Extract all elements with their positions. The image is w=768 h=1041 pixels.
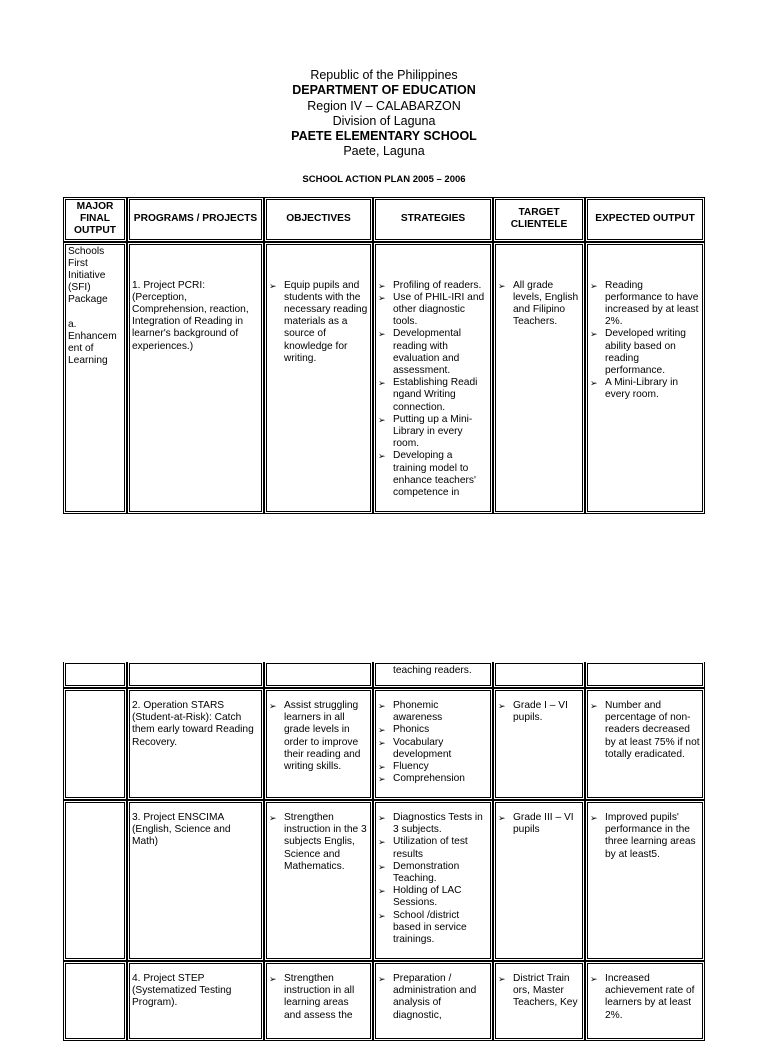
table-row — [63, 242, 705, 514]
col-header-programs: PROGRAMS / PROJECTS — [127, 197, 264, 242]
bullet-list — [590, 280, 700, 402]
list-item: ➢ Developing a training model to enhance teachers' competence in — [378, 450, 488, 499]
action-plan-table-page1 — [63, 197, 705, 514]
bullet-list — [498, 812, 580, 836]
header-school: PAETE ELEMENTARY SCHOOL — [291, 129, 477, 144]
bullet-list — [269, 280, 368, 365]
table-row — [63, 662, 705, 688]
cell-clientele — [493, 688, 585, 800]
table-row — [63, 961, 705, 1041]
list-item: ➢ Developmental reading with evaluation and assessment. — [378, 328, 488, 377]
cell-expected — [585, 688, 705, 800]
list-item: ➢ Reading performance to have increased by at least 2%. — [590, 280, 700, 329]
list-item: ➢ Number and percentage of non-readers decreased by at least 75% if not totally eradicated. — [590, 700, 700, 761]
cell-expected — [585, 800, 705, 961]
list-item: ➢ Profiling of readers. — [378, 280, 488, 292]
header-location: Paete, Laguna — [343, 144, 425, 159]
col-header-clientele: TARGET CLIENTELE — [493, 197, 585, 242]
cell-strategies — [373, 242, 493, 514]
bullet-list — [498, 973, 580, 1010]
cell-objectives — [264, 242, 373, 514]
bullet-list — [498, 280, 580, 329]
list-item: ➢ Improved pupils' performance in the three learning areas by at least5. — [590, 812, 700, 861]
cell-objectives — [264, 688, 373, 800]
cell-clientele — [493, 961, 585, 1041]
bullet-list — [269, 700, 368, 773]
table-row — [63, 688, 705, 800]
list-item: ➢ Diagnostics Tests in 3 subjects. — [378, 812, 488, 836]
header-region: Region IV – CALABARZON — [307, 98, 461, 113]
list-item: ➢ Strengthen instruction in the 3 subjects Englis, Science and Mathematics. — [269, 812, 368, 873]
list-item: ➢ Grade III – VI pupils — [498, 812, 580, 836]
list-item: ➢ Developed writing ability based on reading performance. — [590, 328, 700, 377]
cell-objectives — [264, 800, 373, 961]
bullet-list — [378, 973, 488, 1022]
list-item: ➢ Fluency — [378, 761, 488, 773]
bullet-list — [378, 700, 488, 785]
cell-strategies — [373, 961, 493, 1041]
action-plan-table-page2 — [63, 662, 705, 1041]
list-item: ➢ Phonics — [378, 724, 488, 736]
cell-program — [127, 242, 264, 514]
col-header-output: MAJOR FINAL OUTPUT — [63, 197, 127, 242]
list-item: ➢ A Mini-Library in every room. — [590, 377, 700, 401]
cell-continued: teaching readers. — [373, 662, 493, 688]
bullet-list — [498, 700, 580, 724]
list-item: ➢ Preparation / administration and analysis of diagnostic, — [378, 973, 488, 1022]
cell-strategies — [373, 800, 493, 961]
bullet-list — [269, 812, 368, 873]
cell-strategies — [373, 688, 493, 800]
header-division: Division of Laguna — [332, 113, 436, 128]
cell-clientele — [493, 800, 585, 961]
output-text: Schools First Initiative (SFI) Package — [68, 245, 108, 306]
cell-expected — [585, 242, 705, 514]
header-department: DEPARTMENT OF EDUCATION — [292, 83, 476, 98]
list-item: ➢ Phonemic awareness — [378, 700, 488, 724]
bullet-list — [590, 812, 700, 861]
bullet-list — [269, 973, 368, 1022]
list-item: ➢ Establishing Readi ngand Writing connection. — [378, 377, 488, 414]
list-item: ➢ All grade levels, English and Filipino Teachers. — [498, 280, 580, 329]
list-item: ➢ Putting up a Mini-Library in every room. — [378, 414, 488, 451]
output-text-b: a. Enhancem ent of Learning — [68, 318, 117, 367]
list-item: ➢ Use of PHIL-IRI and other diagnostic tools. — [378, 292, 488, 329]
list-item: ➢ Utilization of test results — [378, 836, 488, 860]
bullet-list — [378, 280, 488, 500]
header-republic: Republic of the Philippines — [310, 68, 458, 82]
cell-output — [63, 242, 127, 514]
cell-objectives — [264, 961, 373, 1041]
list-item: ➢ School /district based in service trainings. — [378, 910, 488, 947]
table-row — [63, 800, 705, 961]
bullet-list — [378, 812, 488, 946]
cell-program: 3. Project ENSCIMA (English, Science and Math) — [127, 800, 264, 961]
col-header-expected: EXPECTED OUTPUT — [585, 197, 705, 242]
list-item: ➢ Assist struggling learners in all grade levels in order to improve their reading and writing skills. — [269, 700, 368, 773]
document-header — [0, 68, 768, 160]
list-item: ➢ Strengthen instruction in all learning areas and assess the — [269, 973, 368, 1022]
bullet-list — [590, 973, 700, 1022]
cell-program: 2. Operation STARS (Student-at-Risk): Catch them early toward Reading Recovery. — [127, 688, 264, 800]
plan-title: SCHOOL ACTION PLAN 2005 – 2006 — [302, 174, 466, 185]
list-item: ➢ Comprehension — [378, 773, 488, 785]
list-item: ➢ Vocabulary development — [378, 737, 488, 761]
cell-expected — [585, 961, 705, 1041]
col-header-objectives: OBJECTIVES — [264, 197, 373, 242]
list-item: ➢ Holding of LAC Sessions. — [378, 885, 488, 909]
list-item: ➢ District Train ors, Master Teachers, Key — [498, 973, 580, 1010]
col-header-strategies: STRATEGIES — [373, 197, 493, 242]
cell-program: 4. Project STEP (Systematized Testing Program). — [127, 961, 264, 1041]
bullet-list — [590, 700, 700, 761]
list-item: ➢ Demonstration Teaching. — [378, 861, 488, 885]
program-text: 1. Project PCRI: (Perception, Comprehension, reaction, Integration of Reading in learner's background of experiences.) — [132, 279, 249, 352]
cell-clientele — [493, 242, 585, 514]
list-item: ➢ Grade I – VI pupils. — [498, 700, 580, 724]
list-item: ➢ Equip pupils and students with the necessary reading materials as a source of knowledge for writing. — [269, 280, 368, 365]
list-item: ➢ Increased achievement rate of learners by at least 2%. — [590, 973, 700, 1022]
